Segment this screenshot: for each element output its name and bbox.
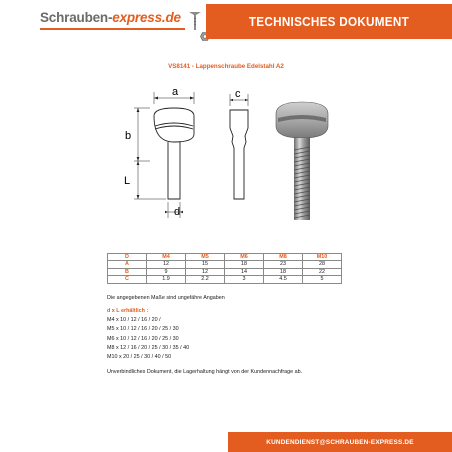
approximate-dimensions-note: Die angegebenen Maße sind ungefähre Angaben [107,295,225,301]
footer-banner [228,432,452,452]
availability-list [107,316,189,362]
dimension-label-d: d [174,206,181,218]
table-cell: 28 [303,261,342,268]
table-cell: 18 [225,261,264,268]
disclaimer-text: Unverbindliches Dokument, die Lagerhaltung hängt von der Kundennachfrage ab. [107,369,303,375]
dimension-label-l: L [124,175,131,187]
logo-text-part2: express.de [112,10,181,25]
list-item: M4 x 10 / 12 / 16 / 20 / [107,317,161,323]
table-header-cell: M4 [147,254,186,261]
table-row-label: A [108,261,147,268]
table-header-cell: M10 [303,254,342,261]
dimension-label-b: b [125,130,132,142]
dimension-label-c: c [235,88,241,100]
document-title: VS8141 - Lappenschraube Edelstahl A2 [168,63,284,70]
table-row-label: C [108,276,147,283]
table-cell: 23 [264,261,303,268]
logo-wordmark [40,10,181,25]
table-header-cell: D [108,254,147,261]
table-header-cell: M8 [264,254,303,261]
dimension-label-a: a [172,86,179,98]
header-banner [206,4,452,39]
table-row [108,261,342,268]
table-cell: 12 [147,261,186,268]
logo-text-part1: Schrauben- [40,10,113,25]
table-cell: 18 [264,268,303,275]
table-row [108,268,342,275]
table-header-row [108,254,342,261]
dimensions-table [107,253,342,284]
table-cell: 22 [303,268,342,275]
list-item: M5 x 10 / 12 / 16 / 20 / 25 / 30 [107,326,179,333]
list-item: M6 x 10 / 12 / 16 / 20 / 25 / 30 [107,335,179,342]
table-header-cell: M5 [186,254,225,261]
table-cell: 12 [186,268,225,275]
table-cell: 4.5 [264,276,303,283]
table-cell: 15 [186,261,225,268]
table-cell: 3 [225,276,264,283]
customer-service-email: KUNDENDIENST@SCHRAUBEN-EXPRESS.DE [266,438,414,446]
logo-underline [40,28,185,30]
company-logo [40,8,198,42]
table-cell: 2.2 [186,276,225,283]
table-cell: 5 [303,276,342,283]
table-row-label: B [108,268,147,275]
screw-icon [188,10,202,32]
product-photo [272,100,332,225]
table-cell: 14 [225,268,264,275]
table-header-cell: M6 [225,254,264,261]
table-cell: 9 [147,268,186,275]
technical-drawing [118,84,266,224]
list-item: M8 x 12 / 16 / 20 / 25 / 30 / 35 / 40 [107,344,190,351]
table-row [108,276,342,283]
availability-title: d x L erhältlich : [107,308,149,314]
table-cell: 1.9 [147,276,186,283]
list-item: M10 x 20 / 25 / 30 / 40 / 50 [107,354,172,361]
header-banner-text: TECHNISCHES DOKUMENT [248,14,410,29]
